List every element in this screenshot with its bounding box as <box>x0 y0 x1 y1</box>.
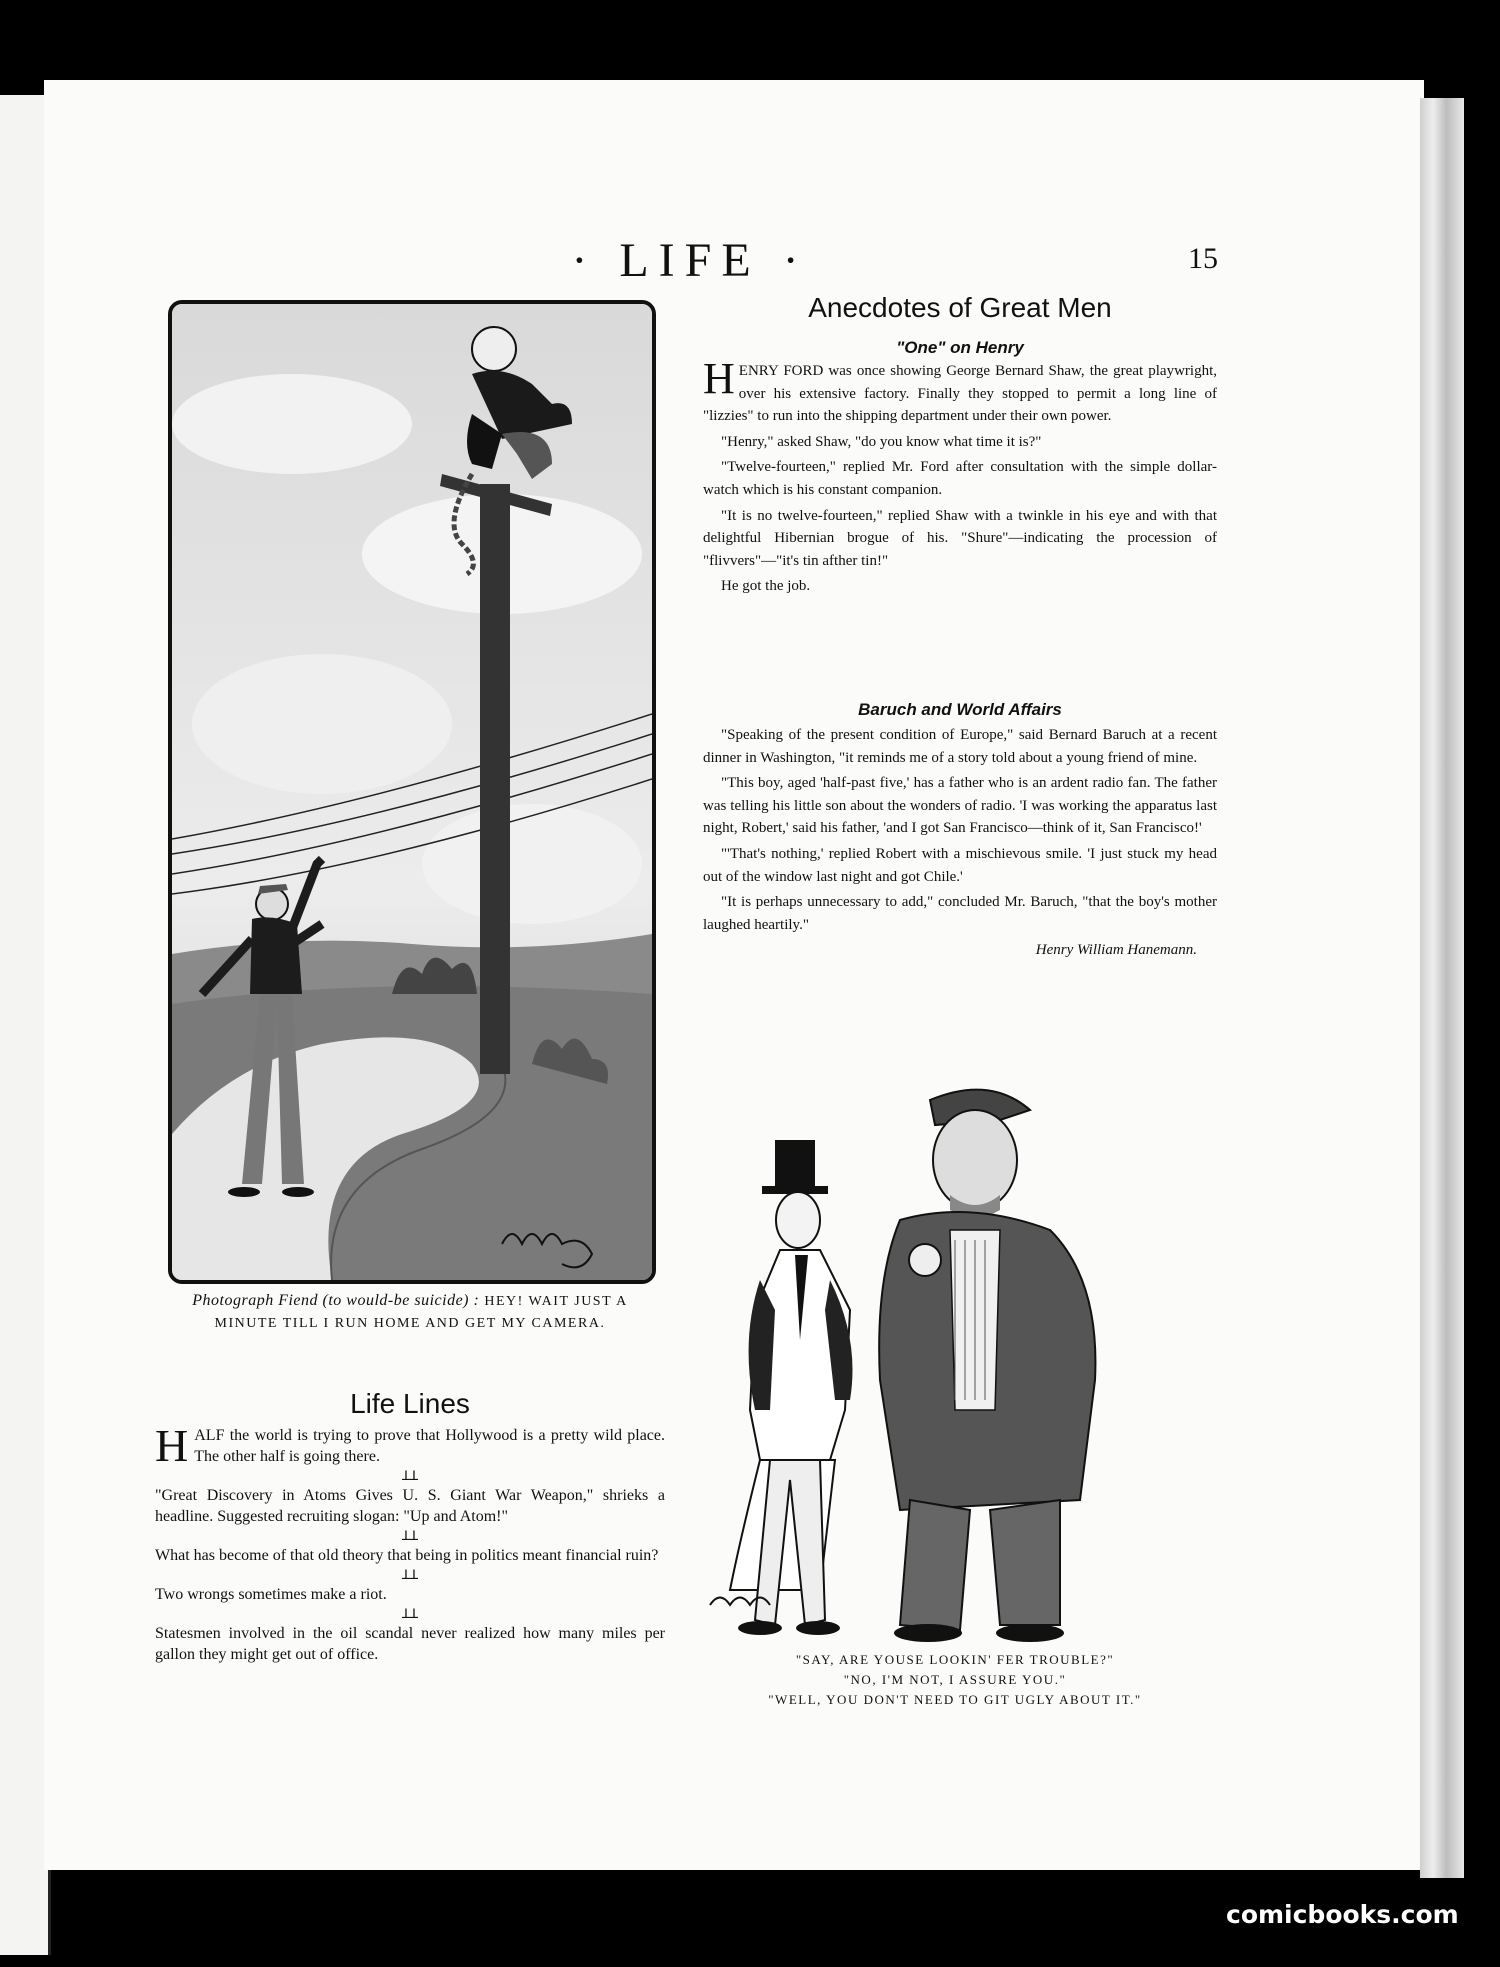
masthead: · LIFE · <box>571 234 809 287</box>
caption-line: "SAY, ARE YOUSE LOOKIN' FER TROUBLE?" <box>795 1652 1115 1667</box>
caption-speaker: Photograph Fiend (to would-be suicide) : <box>192 1292 480 1309</box>
caption-line: "WELL, YOU DON'T NEED TO GIT UGLY ABOUT IT." <box>768 1692 1142 1707</box>
caption-text: HEY! WAIT JUST A MINUTE TILL I RUN HOME AND GET MY CAMERA. <box>214 1294 628 1331</box>
anecdote-paragraph: "It is perhaps unnecessary to add," concluded Mr. Baruch, "that the boy's mother laughed heartily." <box>703 894 1217 933</box>
page-stack-edge <box>1420 98 1464 1878</box>
anecdote-paragraph: "This boy, aged 'half-past five,' has a father who is an ardent radio fan. The father was telling his little son about the wonders of radio. 'I was working the apparatus last night, Robert,' said his father, 'and I got San Francisco—think of it, San Francisco!' <box>703 775 1217 837</box>
anecdote-paragraph: "Speaking of the present condition of Europe," said Bernard Baruch at a recent dinner in Washington, "it reminds me of a story told about a young friend of mine. <box>703 727 1217 766</box>
life-line-item: What has become of that old theory that being in politics meant financial ruin? <box>155 1547 659 1564</box>
section-dingbat: ꓕꓕ <box>402 1468 418 1483</box>
watermark: comicbooks.com <box>1226 1900 1459 1929</box>
life-lines-title: Life Lines <box>350 1388 470 1419</box>
two-men-cartoon <box>700 1080 1210 1650</box>
page-number: 15 <box>1188 242 1218 275</box>
illustration-caption <box>180 1290 640 1335</box>
anecdote-paragraph: HENRY FORD was once showing George Bernard Shaw, the great playwright, over his extensive factory. Finally they stopped to permit a long line of "lizzies" to run into the shipping department under their own power. <box>703 354 1217 425</box>
section-dingbat: ꓕꓕ <box>402 1528 418 1543</box>
life-line-item: Two wrongs sometimes make a riot. <box>155 1586 387 1603</box>
baruch-subhead: Baruch and World Affairs <box>858 700 1062 719</box>
anecdote-paragraph: "Henry," asked Shaw, "do you know what time it is?" <box>721 433 1042 450</box>
section-dingbat: ꓕꓕ <box>402 1606 418 1621</box>
anecdotes-title: Anecdotes of Great Men <box>808 292 1112 323</box>
anecdote-dropcap: H <box>703 354 735 403</box>
henry-subhead: "One" on Henry <box>896 338 1024 357</box>
caption-line: "NO, I'M NOT, I ASSURE YOU." <box>843 1672 1067 1687</box>
baruch-anecdote <box>703 724 1217 962</box>
anecdote-paragraph: "Twelve-fourteen," replied Mr. Ford after consultation with the simple dollar-watch which is his constant companion. <box>703 459 1217 498</box>
anecdote-paragraph: "It is no twelve-fourteen," replied Shaw with a twinkle in his eye and with that delightful Hibernian brogue of his. "Shure"—indicating the procession of "flivvers"—"it's tin afther tin!" <box>703 507 1217 569</box>
life-line-item: HALF the world is trying to prove that Hollywood is a pretty wild place. The other half is going there. <box>155 1420 665 1471</box>
life-lines-dropcap: H <box>155 1420 189 1471</box>
henry-anecdote <box>703 354 1217 601</box>
anecdote-paragraph: He got the job. <box>721 578 811 595</box>
byline: Henry William Hanemann. <box>1035 942 1197 959</box>
cartoon-caption <box>700 1650 1210 1710</box>
anecdote-paragraph: "'That's nothing,' replied Robert with a mischievous smile. 'I just stuck my head out of the window last night and got Chile.' <box>703 845 1217 885</box>
life-line-item: Statesmen involved in the oil scandal never realized how many miles per gallon they might get out of office. <box>155 1625 665 1663</box>
section-dingbat: ꓕꓕ <box>402 1567 418 1582</box>
life-line-item: "Great Discovery in Atoms Gives U. S. Giant War Weapon," shrieks a headline. Suggested recruiting slogan: "Up and Atom!" <box>155 1487 665 1525</box>
telephone-pole-illustration <box>168 300 656 1284</box>
life-lines-column <box>155 1420 665 1665</box>
